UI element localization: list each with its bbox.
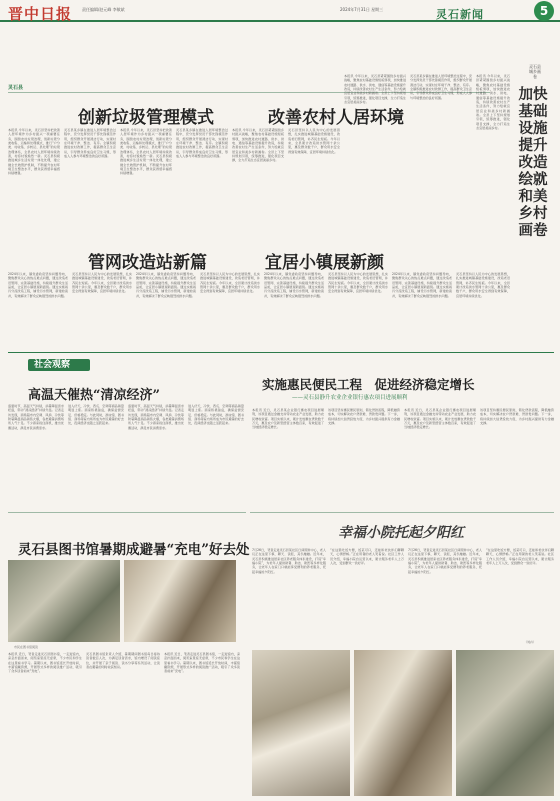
headline-garbage: 创新垃圾管理模式 (78, 108, 214, 128)
headline-livable-town: 宜居小镇展新颜 (265, 253, 384, 273)
rule (250, 512, 554, 513)
sidebar-text: 本报讯 今年以来，灵石县紧紧围绕乡村振兴战略，聚焦农村基础设施短板弱项，加快推进农村道路、供水、供电、通信等基础设施提升改造，持续改善农村生产生活条件，努力绘就宜居宜业和美乡村新画卷。全县上下坚持规划引领，统筹推进，强化项目支撑，全力打造生态宜居美丽乡村。 (476, 74, 510, 131)
subheadline: ——灵石县静升农业企业银行惠农项目进展顺利 (292, 395, 408, 401)
article-text: 2024年以来，镇党委政府坚持问题导向，聚焦群众关心的热点难点问题，通过改造老旧管网、完善基础设施，持续提升群众生活品质，让宜居小镇展现新面貌。通过实施雨污分流改造工程，铺设污水管网，新建检查井，有效解决了群众反映强烈的排水问题。 (136, 272, 196, 298)
library-photo (8, 560, 120, 642)
newspaper-logo: 晋中日报 (8, 5, 73, 23)
article-text: 灵石县坚持以人民为中心的发展思想，扎实推进城镇基础设施建设，改造老旧管网，补齐民生短板。今年以来，全县累计改造供水管网十余公里，惠及群众数千户，群众用水安全得到有效保障，宜居环境持续优化。 (456, 272, 510, 298)
article-text: 进入伏天，冷饮、西瓜、空调等商品销量明显上涨。商家积极备货，确保货源充足、价格稳定。与此同时，游泳馆、图书馆、商场等室内场所成为市民避暑的好去处，夜间经济也随之活跃起来。 (68, 404, 124, 426)
article-text: 本报讯 近日，笔者走进灵石县图书馆，一走进馆内，凉意扑面而来，阅览室里座无虚席，不少市民和学生在这里看书学习。暑期以来，图书馆延长开放时间，丰富馆藏资源，开展形式多样的阅读推广活动，吸引了众多读者前来“充电”。 (164, 652, 240, 674)
date-line: 2024年7月31日 星期三 (340, 7, 384, 12)
article-text: 该项目坚持惠民便民原则，简化贷款流程，降低融资成本，切实解决农户贷款难、贷款贵问题。下一步，将持续加大信贷投放力度，为乡村振兴提供有力金融支撑。 (328, 408, 400, 426)
region-label: 灵石县 (8, 85, 24, 91)
article-text: 盛夏时节，高温天气持续，消暑降温需求旺盛，带动“清凉经济”持续升温。记者走访发现，商场超市内空调、风扇、冷饮等防暑降温商品销售火爆，各类避暑消费场所人气十足。不少商家抓住商机，推出优惠活动，满足市民消费需求。 (8, 404, 64, 430)
rule (8, 512, 246, 513)
article-text: 灵石县坚持以人民为中心的发展思想，扎实推进城镇基础设施建设，改造老旧管网，补齐民生短板。今年以来，全县累计改造供水管网十余公里，惠及群众数千户，群众用水安全得到有效保障，宜居环境持续优化。 (288, 128, 340, 154)
social-observation-banner: 社会观察 (28, 357, 90, 373)
article-text: 灵石县图书馆负责人介绍，暑期期间图书馆每日接待读者数百人次，为满足读者需求，馆内增设了阅读座位，并开展了亲子阅读、读书分享等系列活动，让读者在避暑的同时收获知识。 (86, 652, 160, 670)
article-text: 本报讯 今年以来，灵石县紧紧围绕乡村振兴战略，聚焦农村基础设施短板弱项，加快推进农村道路、供水、供电、通信等基础设施提升改造，持续改善农村生产生活条件，努力绘就宜居宜业和美乡村新画卷。全县上下坚持规划引领，统筹推进，强化项目支撑，全力打造生态宜居美丽乡村。 (232, 128, 284, 163)
headline-pipe-renovation: 管网改造站新篇 (88, 253, 207, 273)
article-text: 本报讯 今年以来，灵石县坚持把改善人居环境作为乡村振兴一项重要任务，围绕农村垃圾治理，创新垃圾分类收集、运输和处理模式，推行“户分类、村收集、乡转运、县处理”的垃圾治理体系，全县农村人居环境持续改善，村容村貌焕然一新。灵石县积极推进城乡生活垃圾一体化处理，建立健全长效管护机制，不断提升农村环境卫生整治水平，群众获得感幸福感持续增强。 (120, 128, 172, 176)
byline: （刘卉） (524, 640, 537, 644)
article-text: 2024年以来，镇党委政府坚持问题导向，聚焦群众关心的热点难点问题，通过改造老旧管网、完善基础设施，持续提升群众生活品质，让宜居小镇展现新面貌。通过实施雨污分流改造工程，铺设污水管网，新建检查井，有效解决了群众反映强烈的排水问题。 (264, 272, 324, 298)
headline-living-environment: 改善农村人居环境 (268, 108, 404, 128)
article-text: 灵石县坚持以人民为中心的发展思想，扎实推进城镇基础设施建设，改造老旧管网，补齐民生短板。今年以来，全县累计改造供水管网十余公里，惠及群众数千户，群众用水安全得到有效保障，宜居环境持续优化。 (328, 272, 388, 294)
article-text: “在这里吃饭方便，饭菜可口，还能和老伙伴们聊聊天，心情舒畅。”正在用餐的老人笑着说。社区工作人员介绍，幸福小院自运营以来，累计服务老年人上万人次，受到群众一致好评。 (330, 548, 404, 566)
sidebar-kicker: 灵石县城乡画卷 (529, 64, 541, 79)
article-text: “在这里吃饭方便，饭菜可口，还能和老伙伴们聊聊天，心情舒畅。”正在用餐的老人笑着说。社区工作人员介绍，幸福小院自运营以来，累计服务老年人上万人次，受到群众一致好评。 (486, 548, 554, 566)
article-text: 本报讯 近日，灵石县某企业银行惠农项目进展顺利，该项目通过金融支持带动农业产业发展，助力农民增收致富。项目实施以来，累计发放惠农贷款数千万元，惠及农户及新型经营主体数百家，有效促进了当地经济稳定增长。 (252, 408, 324, 430)
article-text: 灵石县某乡镇在推进人居环境整治过程中，充分发挥党员干部先锋模范作用，组织群众开展清洁行动，实现村庄环境干净、整洁、有序。全镇积极推进农村改厕工作，提高群众卫生意识，引导群众养成良好卫生习惯，形成人人参与环境整治的良好氛围。 (176, 128, 228, 159)
article-text: 灵石县坚持以人民为中心的发展思想，扎实推进城镇基础设施建设，改造老旧管网，补齐民生短板。今年以来，全县累计改造供水管网十余公里，惠及群众数千户，群众用水安全得到有效保障，宜居环境持续优化。 (200, 272, 260, 294)
article-text: 2024年以来，镇党委政府坚持问题导向，聚焦群众关心的热点难点问题，通过改造老旧管网、完善基础设施，持续提升群众生活品质，让宜居小镇展现新面貌。通过实施雨污分流改造工程，铺设污水管网，新建检查井，有效解决了群众反映强烈的排水问题。 (392, 272, 452, 298)
headline-benefit-project: 实施惠民便民工程 促进经济稳定增长 (262, 377, 475, 392)
article-text: 本报讯 今年以来，灵石县紧紧围绕乡村振兴战略，聚焦农村基础设施短板弱项，加快推进农村道路、供水、供电、通信等基础设施提升改造，持续改善农村生产生活条件，努力绘就宜居宜业和美乡村新画卷。全县上下坚持规划引领，统筹推进，强化项目支撑，全力打造生态宜居美丽乡村。 (344, 74, 406, 105)
article-text: 7月26日，笔者走进灵石县某社区日间照料中心，老人们正在这里下棋、聊天、读报，其乐融融。近年来，灵石县积极推进居家社区养老服务体系建设，打造“幸福小院”，为老年人提供助餐、助洁、助医等多样化服务，让老年人在家门口就能享受便利的养老服务，托起幸福的夕阳红。 (252, 548, 326, 574)
courtyard-photo (354, 650, 452, 796)
article-text: 灵石县某乡镇在推进人居环境整治过程中，充分发挥党员干部先锋模范作用，组织群众开展清洁行动，实现村庄环境干净、整洁、有序。全镇积极推进农村改厕工作，提高群众卫生意识，引导群众养成良好卫生习惯，形成人人参与环境整治的良好氛围。 (64, 128, 116, 159)
editor-line: 责任编辑/赵元峰 李敏斌 (82, 7, 125, 12)
headline-happy-courtyard: 幸福小院托起夕阳红 (338, 525, 464, 541)
article-text: 盛夏时节，高温天气持续，消暑降温需求旺盛，带动“清凉经济”持续升温。记者走访发现，商场超市内空调、风扇、冷饮等防暑降温商品销售火爆，各类避暑消费场所人气十足。不少商家抓住商机，推出优惠活动，满足市民消费需求。 (128, 404, 184, 430)
library-photo (124, 560, 236, 642)
courtyard-photo (252, 650, 350, 796)
article-text: 本报讯 近日，笔者走进灵石县图书馆，一走进馆内，凉意扑面而来，阅览室里座无虚席，不少市民和学生在这里看书学习。暑期以来，图书馆延长开放时间，丰富馆藏资源，开展形式多样的阅读推广活动，吸引了众多读者前来“充电”。 (8, 652, 82, 674)
masthead (0, 0, 560, 22)
article-text: 灵石县坚持以人民为中心的发展思想，扎实推进城镇基础设施建设，改造老旧管网，补齐民生短板。今年以来，全县累计改造供水管网十余公里，惠及群众数千户，群众用水安全得到有效保障，宜居环境持续优化。 (72, 272, 132, 294)
article-text: 本报讯 近日，灵石县某企业银行惠农项目进展顺利，该项目通过金融支持带动农业产业发展，助力农民增收致富。项目实施以来，累计发放惠农贷款数千万元，惠及农户及新型经营主体数百家，有效促进了当地经济稳定增长。 (404, 408, 476, 430)
headline-cool-economy: 高温天催热“清凉经济” (28, 388, 160, 403)
page-number: 5 (534, 1, 554, 21)
section-title: 灵石新闻 (436, 8, 484, 21)
section-rule (8, 352, 554, 353)
headline-library: 灵石县图书馆暑期成避暑“充电”好去处 (18, 542, 250, 558)
article-text: 2024年以来，镇党委政府坚持问题导向，聚焦群众关心的热点难点问题，通过改造老旧管网、完善基础设施，持续提升群众生活品质，让宜居小镇展现新面貌。通过实施雨污分流改造工程，铺设污水管网，新建检查井，有效解决了群众反映强烈的排水问题。 (8, 272, 68, 298)
article-text: 该项目坚持惠民便民原则，简化贷款流程，降低融资成本，切实解决农户贷款难、贷款贵问题。下一步，将持续加大信贷投放力度，为乡村振兴提供有力金融支撑。 (480, 408, 554, 426)
article-text: 灵石县某乡镇在推进人居环境整治过程中，充分发挥党员干部先锋模范作用，组织群众开展清洁行动，实现村庄环境干净、整洁、有序。全镇积极推进农村改厕工作，提高群众卫生意识，引导群众养成良好卫生习惯，形成人人参与环境整治的良好氛围。 (410, 74, 472, 100)
article-text: 进入伏天，冷饮、西瓜、空调等商品销量明显上涨。商家积极备货，确保货源充足、价格稳定。与此同时，游泳馆、图书馆、商场等室内场所成为市民避暑的好去处，夜间经济也随之活跃起来。 (188, 404, 244, 426)
sidebar-headline: 加快基础 设施提升 改造 绘就和美 乡村画卷 (518, 86, 548, 239)
article-text: 7月26日，笔者走进灵石县某社区日间照料中心，老人们正在这里下棋、聊天、读报，其乐融融。近年来，灵石县积极推进居家社区养老服务体系建设，打造“幸福小院”，为老年人提供助餐、助洁、助医等多样化服务，让老年人在家门口就能享受便利的养老服务，托起幸福的夕阳红。 (408, 548, 482, 574)
photo-caption: 市民在图书馆阅读 (14, 645, 39, 649)
courtyard-photo (456, 650, 554, 796)
article-text: 本报讯 今年以来，灵石县坚持把改善人居环境作为乡村振兴一项重要任务，围绕农村垃圾治理，创新垃圾分类收集、运输和处理模式，推行“户分类、村收集、乡转运、县处理”的垃圾治理体系，全县农村人居环境持续改善，村容村貌焕然一新。灵石县积极推进城乡生活垃圾一体化处理，建立健全长效管护机制，不断提升农村环境卫生整治水平，群众获得感幸福感持续增强。 (8, 128, 60, 176)
